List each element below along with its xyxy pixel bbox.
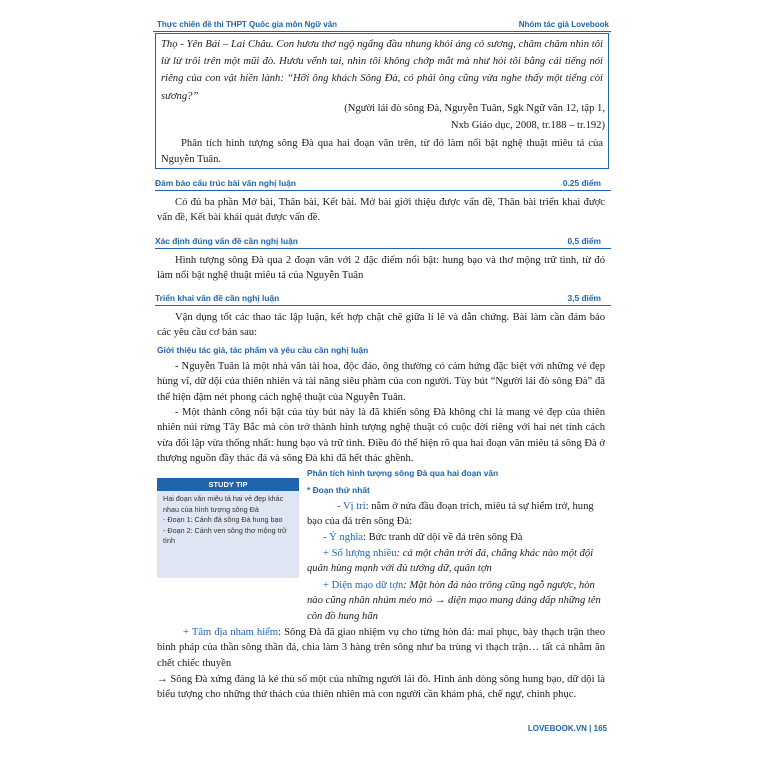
section-header-develop <box>155 291 611 306</box>
item-appearance <box>307 578 605 624</box>
header-divider <box>153 31 611 32</box>
item-label: + Tâm địa nham hiểm <box>183 627 279 638</box>
paragraph-structure: Có đủ ba phần Mở bài, Thân bài, Kết bài. Mở bài giới thiệu được vấn đề, Thân bài triển khai được vấn đề, Kết bài khái quát được vấn đề. <box>157 197 605 224</box>
paragraph-develop: Vận dụng tốt các thao tác lập luận, kết hợp chặt chẽ giữa lí lẽ và dẫn chứng. Bài làm cần đảm bảo các yêu cầu cơ bản sau: <box>157 312 605 339</box>
item-label: - Ý nghĩa <box>323 532 364 543</box>
subheading-analysis: Phân tích hình tượng sông Đà qua hai đoạn văn <box>307 468 499 478</box>
task-prompt: Phân tích hình tượng sông Đà qua hai đoạn văn trên, từ đó làm nổi bật nghệ thuật miêu tả của Nguyễn Tuân. <box>161 138 603 165</box>
item-position <box>307 499 605 530</box>
item-text: : Sông Đà đã giao nhiệm vụ cho từng hòn đá: mai phục, bày thạch trận theo binh pháp của thần sông thần đá, chia làm 3 hàng trên sông như ba trùng vi thạch trận… tất cả nhằm ăn chết chiếc thuyền <box>157 627 606 669</box>
study-tip-box <box>157 478 299 578</box>
section-points: 0.25 điểm <box>562 178 601 188</box>
paragraph-issue: Hình tượng sông Đà qua 2 đoạn văn với 2 đặc điểm nổi bật: hung bạo và thơ mộng trữ tình, từ đó làm nổi bật nghệ thuật miêu tả của Nguyễn Tuân <box>157 255 605 282</box>
item-text: : cả một chân trời đá, chẳng khác nào một đội quân hùng mạnh với đủ tướng dữ, quân tợn <box>307 548 594 575</box>
paragraph-author: - Nguyễn Tuân là một nhà văn tài hoa, độc đáo, ông thường có cảm hứng đặc biệt với những vẻ đẹp hùng vĩ, dữ dội của thiên nhiên và tài năng siêu phàm của con người. Tùy bút “Người lái đò sông Đà” đã thể hiện đậm nét phong cách nghệ thuật của Nguyễn Tuân. <box>157 361 605 403</box>
study-tip-title: STUDY TIP <box>157 478 299 491</box>
section-title: Đảm bảo cấu trúc bài văn nghị luận <box>155 178 297 188</box>
section-title: Xác định đúng vấn đề cần nghị luận <box>155 236 298 246</box>
item-text: : Bức tranh dữ dội về đá trên sông Đà <box>363 532 523 543</box>
paragraph-success: - Một thành công nổi bật của tùy bút này là đã khiến sông Đà không chỉ là mang vẻ đẹp của thiên nhiên núi rừng Tây Bắc mà còn trở thành hình tượng nghệ thuật có cuộc đời riêng với hai nét tính cách vừa đối lập vừa thống nhất: hung bạo và trữ tình. Điều đó thể hiện rõ qua hai đoạn văn miêu tả sông Đà ở thượng nguồn đầy thác đá và sông Đà khi đã hết thác ghềnh. <box>157 407 605 465</box>
header-book-title: Thực chiến đề thi THPT Quốc gia môn Ngữ văn <box>157 20 338 29</box>
study-tip-line: - Đoạn 2: Cảnh ven sông thơ mộng trữ tình <box>163 525 287 545</box>
paragraph-conclusion: → Sông Đà xứng đáng là kẻ thù số một của những người lái đò. Hình ảnh dòng sông hung bạo, dữ dội là biểu tượng cho những thử thách của thiên nhiên mà con người cần khám phá, chế ngự, chinh phục. <box>157 674 605 701</box>
item-label: + Diện mạo dữ tợn <box>323 580 404 591</box>
study-tip-body <box>157 491 299 550</box>
item-text: : nằm ở nửa đầu đoạn trích, miêu tả sự hiểm trở, hung bạo của đá trên sông Đà: <box>307 501 594 528</box>
header-author: Nhóm tác giả Lovebook <box>518 20 609 29</box>
section-header-issue <box>155 234 611 249</box>
subheading-intro: Giới thiệu tác giả, tác phẩm và yêu cầu cần nghị luận <box>157 345 369 355</box>
citation-line-2: Nxb Giáo dục, 2008, tr.188 – tr.192) <box>450 119 605 131</box>
section-points: 3,5 điểm <box>567 293 601 303</box>
section-header-structure <box>155 176 611 191</box>
item-label: - Vị trí <box>337 501 366 512</box>
quote-passage: Thọ - Yên Bái – Lai Châu. Con hươu thơ ngộ ngẩng đầu nhung khỏi áng cỏ sương, chăm chăm nhìn tôi lừ lừ trôi trên một mũi đò. Hươu vểnh tai, nhìn tôi không chớp mắt mà như hỏi tôi bằng cái tiếng nói riêng của con vật hiền lành: “Hỡi ông khách Sông Đà, có phải ông cũng vừa nghe thấy một tiếng còi sương?” <box>161 39 603 102</box>
document-page <box>143 0 619 761</box>
section-points: 0,5 điểm <box>567 236 601 246</box>
citation-line-1: (Người lái đò sông Đà, Nguyễn Tuân, Sgk Ngữ văn 12, tập 1, <box>344 103 605 114</box>
item-meaning <box>307 530 605 545</box>
section-title: Triển khai vấn đề cần nghị luận <box>155 293 280 303</box>
study-tip-line: Hai đoạn văn miêu tả hai vẻ đẹp khác nhau của hình tượng sông Đà <box>163 494 284 514</box>
study-tip-line: - Đoạn 1: Cảnh đá sông Đà hung bạo <box>163 515 283 524</box>
subheading-first-passage: * Đoạn thứ nhất <box>307 485 370 495</box>
item-quantity <box>307 546 605 577</box>
quote-citation <box>323 101 605 134</box>
item-malice <box>157 625 605 671</box>
item-text: : Mặt hòn đá nào trông cũng ngỗ ngược, hòn nào cũng nhăn nhúm méo mó → diện mạo mang dáng dấp những tên côn đồ hung hãn <box>307 580 601 622</box>
page-number: LOVEBOOK.VN | 165 <box>527 724 607 733</box>
item-label: + Số lượng nhiều <box>323 548 397 559</box>
